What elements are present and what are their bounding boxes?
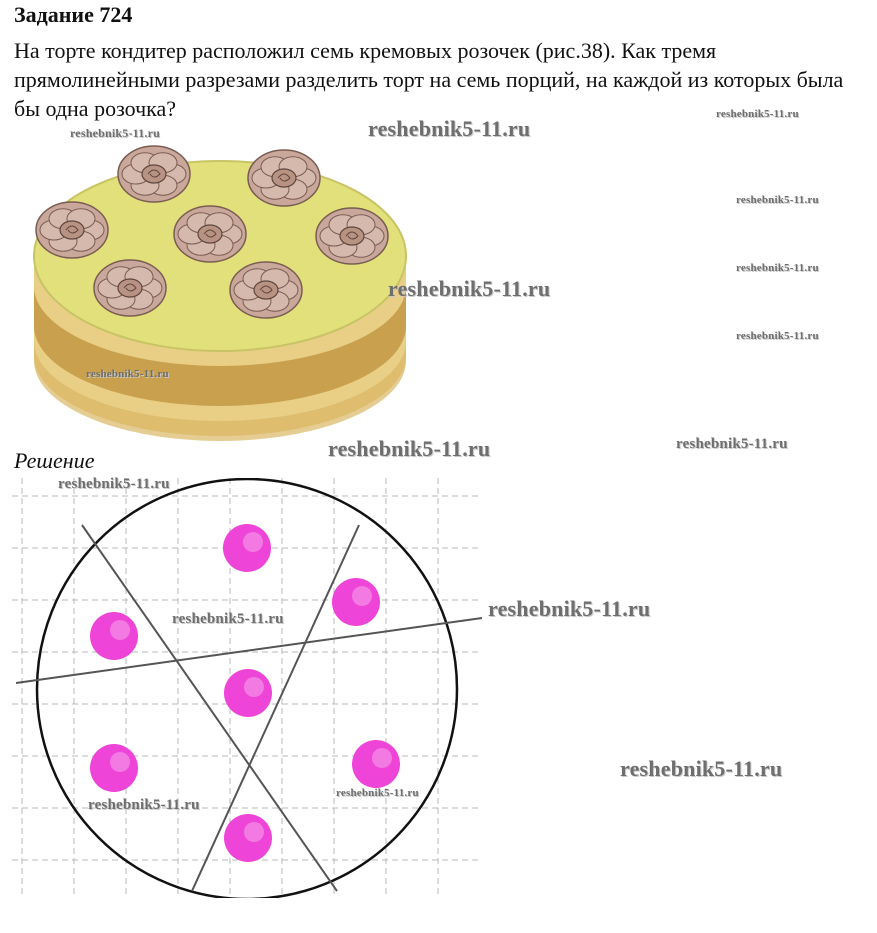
- watermark: reshebnik5-11.ru: [736, 330, 819, 342]
- watermark: reshebnik5-11.ru: [336, 787, 419, 799]
- watermark: reshebnik5-11.ru: [328, 436, 491, 461]
- rose-icon: [118, 146, 190, 202]
- watermark: reshebnik5-11.ru: [88, 797, 200, 813]
- watermark: reshebnik5-11.ru: [172, 611, 284, 627]
- watermark: reshebnik5-11.ru: [86, 368, 169, 380]
- watermark: reshebnik5-11.ru: [676, 436, 788, 452]
- watermark: reshebnik5-11.ru: [388, 276, 551, 301]
- rose-icon: [94, 260, 166, 316]
- watermark: reshebnik5-11.ru: [368, 116, 531, 141]
- rose-icon: [36, 202, 108, 258]
- watermark: reshebnik5-11.ru: [620, 756, 783, 781]
- cake-illustration: [20, 126, 420, 446]
- solution-label: Решение: [14, 448, 95, 473]
- rose-icon: [248, 150, 320, 206]
- watermark: reshebnik5-11.ru: [736, 194, 819, 206]
- rose-icon: [230, 262, 302, 318]
- watermark: reshebnik5-11.ru: [736, 262, 819, 274]
- cut-line-2: [82, 525, 337, 891]
- watermark: reshebnik5-11.ru: [488, 596, 651, 621]
- task-title: Задание 724: [14, 2, 133, 27]
- watermark: reshebnik5-11.ru: [716, 108, 799, 120]
- solution-diagram: [12, 478, 492, 898]
- watermark: reshebnik5-11.ru: [70, 126, 160, 140]
- rose-icon: [174, 206, 246, 262]
- watermark: reshebnik5-11.ru: [58, 476, 170, 492]
- rose-icon: [316, 208, 388, 264]
- task-text: На торте кондитер расположил семь кремовых розочек (рис.38). Как тремя прямолинейными разрезами разделить торт на семь порций, на каждой из которых была бы одна розочка?: [14, 38, 844, 121]
